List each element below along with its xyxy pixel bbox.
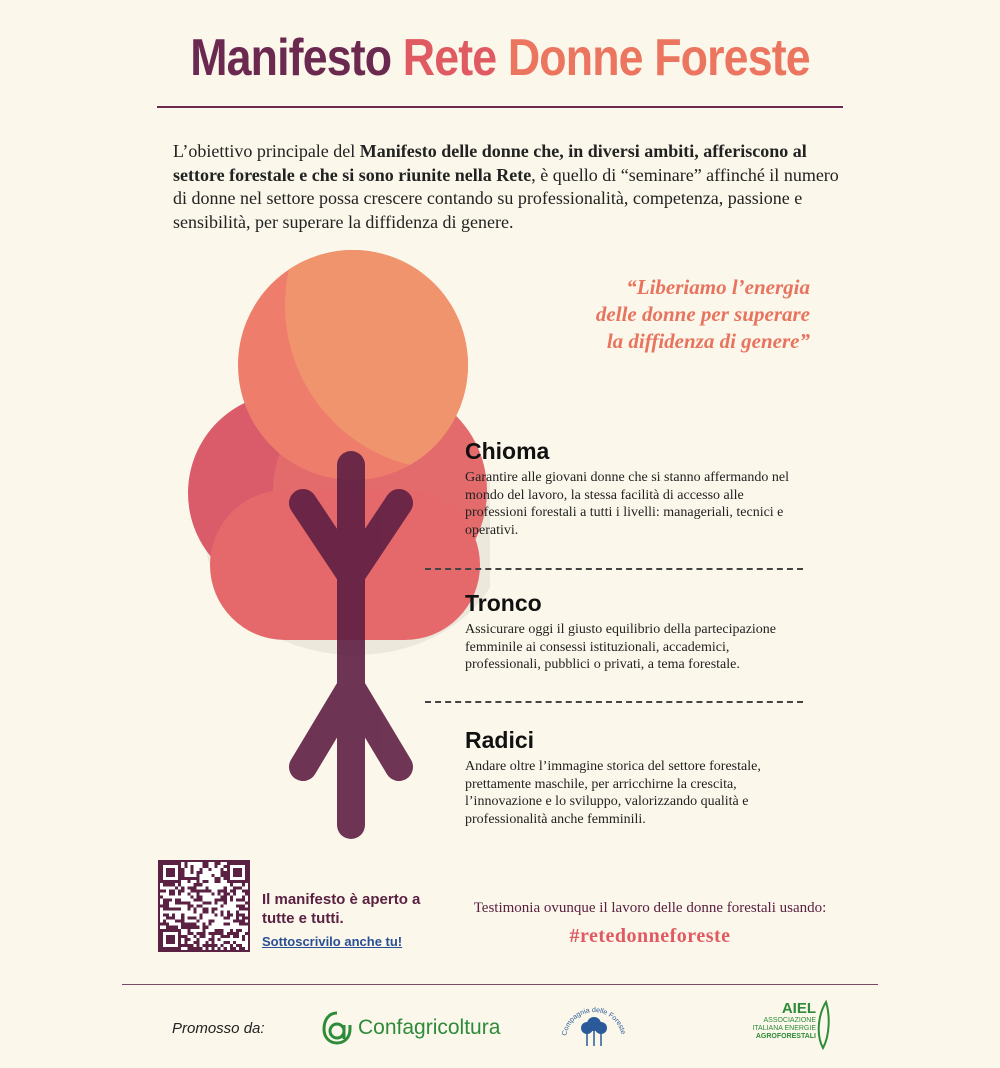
aiel-line-3: AGROFORESTALI	[755, 1033, 816, 1040]
aiel-logo[interactable]	[742, 1000, 832, 1054]
section-chioma	[465, 438, 805, 539]
tree-illustration	[180, 245, 490, 845]
intro-paragraph	[173, 140, 853, 234]
title-manifesto: Manifesto	[190, 29, 392, 87]
section-title: Tronco	[465, 590, 542, 616]
hashtag[interactable]: #retedonneforeste	[569, 925, 731, 947]
title-rete: Rete	[402, 29, 497, 87]
quote-line-1: “Liberiamo l’energia	[626, 275, 810, 299]
sign-link[interactable]: Sottoscrivilo anche tu!	[262, 934, 403, 949]
title-donne-foreste: Donne Foreste	[507, 29, 810, 87]
qr-code-icon[interactable]	[158, 860, 250, 952]
section-divider	[425, 701, 803, 703]
qr-pattern	[160, 862, 248, 950]
section-text: Garantire alle giovani donne che si stanno affermando nel mondo del lavoro, la stessa facilità di accesso alle professioni forestali a tutti i livelli: manageriali, tecnici e operativi.	[465, 470, 789, 538]
aiel-line-2: ITALIANA ENERGIE	[752, 1025, 816, 1032]
quote-line-3: la diffidenza di genere”	[606, 329, 810, 353]
section-divider	[425, 568, 803, 570]
manifesto-open-text: Il manifesto è aperto a tutte e tutti.	[262, 891, 421, 927]
footer-divider	[122, 984, 878, 985]
promosso-label: Promosso da:	[172, 1020, 265, 1037]
aiel-line-1: ASSOCIAZIONE	[763, 1017, 816, 1024]
section-title: Chioma	[465, 438, 550, 464]
intro-text-1: L’obiettivo principale del	[173, 141, 360, 161]
compagnia-foreste-logo[interactable]	[558, 1000, 630, 1056]
section-title: Radici	[465, 727, 535, 753]
page-title	[70, 28, 930, 88]
intro-bold: Manifesto delle donne che, in diversi ambiti, afferiscono al settore forestale e che si sono riunite nella Rete	[173, 141, 807, 185]
confagricoltura-icon	[322, 1011, 352, 1045]
quote-line-2: delle donne per superare	[595, 302, 810, 326]
quote	[520, 274, 810, 355]
section-radici	[465, 727, 805, 828]
leaf-icon	[816, 1000, 830, 1050]
compagnia-name: Compagnia delle Foreste	[561, 1006, 627, 1037]
title-divider	[157, 106, 843, 108]
intro-text-2: , è quello di “seminare” affinché il numero di donne nel settore possa crescere contando su professionalità, competenza, passione e sensibilità, per superare la diffidenza di genere.	[173, 164, 839, 232]
confagricoltura-logo[interactable]	[322, 1010, 500, 1046]
section-tronco	[465, 590, 805, 674]
confagricoltura-name: Confagricoltura	[358, 1016, 501, 1039]
section-text: Assicurare oggi il giusto equilibrio della partecipazione femminile ai consessi istituzionali, accademici, professionali, pubblici o privati, a tema forestale.	[465, 622, 777, 672]
aiel-name: AIEL	[781, 1000, 816, 1017]
section-text: Andare oltre l’immagine storica del settore forestale, prettamente maschile, per arricchirne la crescita, l’innovazione e lo sviluppo, valorizzando qualità e professionalità anche femminili.	[465, 759, 761, 827]
testimonia-text: Testimonia ovunque il lavoro delle donne forestali usando:	[473, 900, 827, 916]
